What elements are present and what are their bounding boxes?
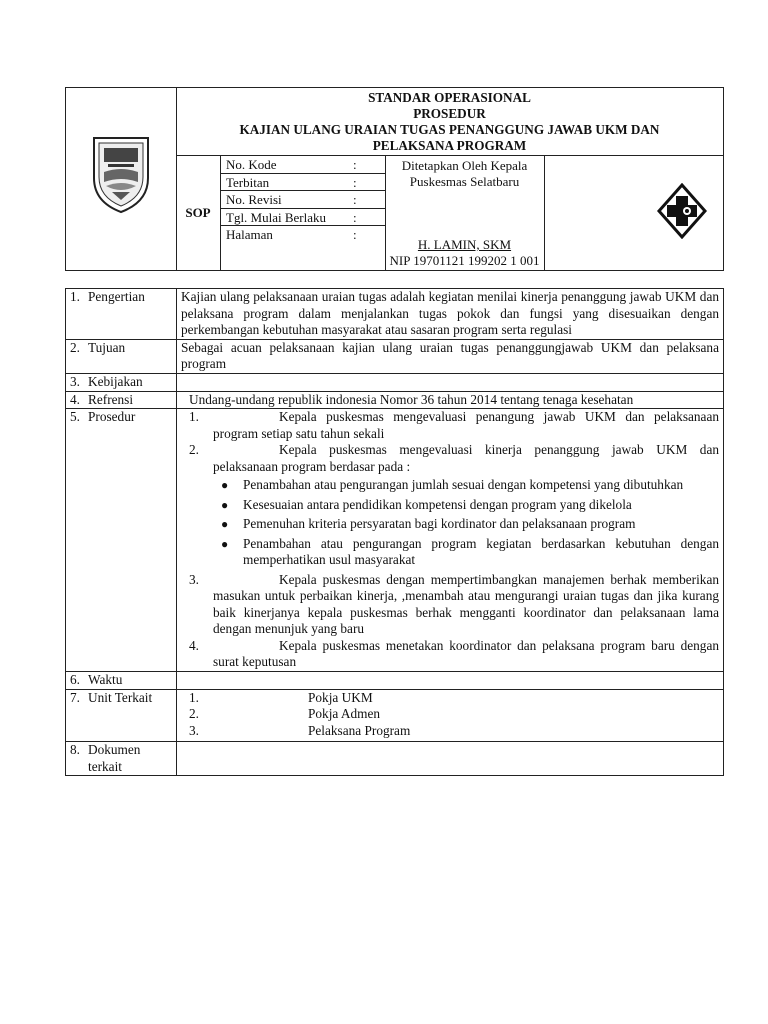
signer-nip: NIP 19701121 199202 1 001: [389, 253, 540, 268]
row-title: Kebijakan: [88, 373, 143, 389]
unit-text: Pokja UKM: [308, 689, 373, 705]
meta-label: Halaman: [226, 227, 273, 242]
approval-line: Ditetapkan Oleh Kepala: [401, 158, 528, 173]
procedure-step: [181, 638, 719, 671]
procedure-list: [181, 409, 719, 475]
meta-colon: :: [353, 192, 357, 207]
kebijakan-text: [177, 373, 724, 391]
approval-text: [385, 158, 544, 190]
row-number: 3.: [70, 373, 80, 389]
row-number: 1.: [70, 289, 80, 304]
criteria-text: Kesesuaian antara pendidikan kompetensi dengan program yang dikelola: [243, 496, 632, 512]
meta-colon: :: [353, 209, 357, 225]
row-title: Prosedur: [88, 409, 136, 424]
logo-cell: [66, 88, 177, 270]
row-prosedur: [66, 409, 724, 672]
procedure-step: [181, 572, 719, 638]
criteria-item: [181, 497, 719, 514]
meta-colon: :: [353, 174, 357, 190]
step-text: Kepala puskesmas mengevaluasi kinerja penanggung jawab UKM dan pelaksanaan program berdasar pada :: [213, 442, 719, 474]
prosedur-steps: [177, 409, 724, 672]
approval-line: Puskesmas Selatbaru: [409, 174, 520, 189]
tujuan-text: Sebagai acuan pelaksanaan kajian ulang uraian tugas penanggungjawab UKM dan pelaksana program: [177, 339, 724, 373]
meta-row: [220, 226, 385, 266]
unit-number: 3.: [189, 722, 199, 738]
row-dokumen-terkait: [66, 742, 724, 776]
row-number: 2.: [70, 339, 80, 355]
row-label: [66, 339, 177, 373]
bullet-icon: ●: [221, 536, 229, 551]
sop-header: [65, 87, 724, 271]
meta-row: [220, 191, 385, 209]
row-unit-terkait: [66, 689, 724, 742]
procedure-list-cont: [181, 572, 719, 671]
meta-colon: :: [353, 157, 357, 172]
row-title: Refrensi: [88, 391, 134, 407]
document-title: [176, 88, 723, 156]
puskesmas-logo-cell: [544, 156, 723, 270]
row-number: 5.: [70, 409, 80, 424]
bullet-icon: ●: [221, 517, 229, 531]
signature-block: [385, 237, 544, 269]
step-number: 3.: [189, 571, 199, 587]
meta-label: Terbitan: [226, 174, 270, 190]
unit-text: Pokja Admen: [308, 706, 381, 721]
document-meta: [220, 156, 386, 270]
criteria-item: [181, 477, 719, 494]
unit-number: 2.: [189, 706, 199, 721]
unit-item: [181, 723, 719, 740]
title-line: PROSEDUR: [413, 106, 486, 121]
procedure-step: [181, 442, 719, 475]
row-title: Waktu: [88, 671, 123, 687]
title-line: PELAKSANA PROGRAM: [372, 138, 527, 153]
meta-label: Tgl. Mulai Berlaku: [226, 209, 327, 225]
row-tujuan: [66, 339, 724, 373]
criteria-item: [181, 516, 719, 533]
row-label: [66, 409, 177, 672]
criteria-text: Penambahan atau pengurangan program kegiatan berdasarkan kebutuhan dengan memperhatikan usul masyarakat: [243, 535, 719, 567]
unit-item: [181, 706, 719, 723]
title-line: KAJIAN ULANG URAIAN TUGAS PENANGGUNG JAWAB UKM DAN: [239, 122, 660, 137]
row-number: 6.: [70, 671, 80, 687]
row-title: Unit Terkait: [88, 689, 153, 705]
meta-row: [220, 209, 385, 227]
step-text: Kepala puskesmas menetakan koordinator dan pelaksana program baru dengan surat keputusan: [213, 637, 719, 669]
bullet-icon: ●: [221, 497, 229, 512]
step-number: 2.: [189, 442, 199, 457]
row-label: [66, 742, 177, 776]
row-title: Dokumen terkait: [88, 742, 141, 774]
refrensi-text: Undang-undang republik indonesia Nomor 36 tahun 2014 tentang tenaga kesehatan: [177, 391, 724, 409]
step-number: 1.: [189, 409, 199, 424]
row-number: 7.: [70, 689, 80, 705]
row-label: [66, 671, 177, 689]
sop-label: SOP: [176, 156, 221, 270]
row-label: [66, 689, 177, 742]
criteria-list: [181, 477, 719, 569]
procedure-step: [181, 409, 719, 442]
row-pengertian: [66, 289, 724, 340]
meta-row: [220, 174, 385, 192]
row-kebijakan: [66, 373, 724, 391]
step-text: Kepala puskesmas mengevaluasi penangung jawab UKM dan pelaksanaan program setiap satu tahun sekali: [213, 409, 719, 441]
unit-list: [181, 690, 719, 740]
row-title: Pengertian: [88, 289, 145, 304]
puskesmas-cross-icon: [656, 183, 708, 239]
bullet-icon: ●: [221, 478, 229, 492]
row-label: [66, 391, 177, 409]
step-text: Kepala puskesmas dengan mempertimbangkan manajemen berhak memberikan masukan untuk perbaikan kinerja, ,menambah atau mengurangi uraian tugas dan jika kurang baik kinerjanya kepala puskesmas berhak mengganti koordinator dan pelaksanaan lama dengan menunjuk yang baru: [213, 571, 719, 636]
row-label: [66, 289, 177, 340]
meta-label: No. Revisi: [226, 192, 282, 207]
signer-name: H. LAMIN, SKM: [417, 237, 512, 252]
criteria-text: Penambahan atau pengurangan jumlah sesuai dengan kompetensi yang dibutuhkan: [243, 477, 684, 492]
meta-label: No. Kode: [226, 157, 277, 172]
row-title: Tujuan: [88, 339, 126, 355]
meta-colon: :: [353, 227, 357, 242]
regency-coat-of-arms-icon: [90, 134, 152, 214]
row-number: 4.: [70, 391, 80, 407]
meta-row: [220, 156, 385, 174]
sop-content-table: [65, 288, 724, 776]
unit-number: 1.: [189, 689, 199, 705]
pengertian-text: Kajian ulang pelaksanaan uraian tugas adalah kegiatan menilai kinerja penanggung jawab UKM dan pelaksana program dalam menjalankan tugas pokok dan fungsi yang disesuaikan dengan perkembangan kebutuhan masyarakat atau sasaran program serta regulasi: [177, 289, 724, 340]
row-refrensi: [66, 391, 724, 409]
criteria-item: [181, 536, 719, 569]
criteria-text: Pemenuhan kriteria persyaratan bagi kordinator dan pelaksanaan program: [243, 516, 636, 531]
row-waktu: [66, 671, 724, 689]
waktu-text: [177, 671, 724, 689]
row-label: [66, 373, 177, 391]
unit-text: Pelaksana Program: [308, 722, 411, 738]
approval-block: [385, 156, 545, 270]
row-number: 8.: [70, 742, 80, 757]
unit-item: [181, 690, 719, 707]
dokumen-text: [177, 742, 724, 776]
step-number: 4.: [189, 637, 199, 653]
title-line: STANDAR OPERASIONAL: [368, 90, 531, 105]
unit-list-cell: [177, 689, 724, 742]
